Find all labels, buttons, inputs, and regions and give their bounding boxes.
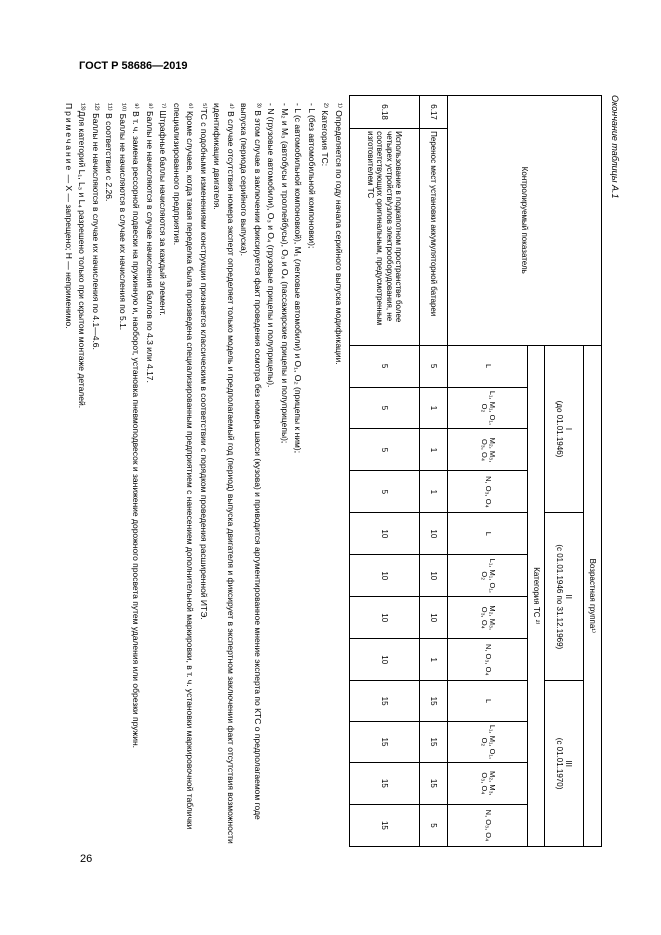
- footnote-5: ⁵⁾ТС с подобными изменениями конструкции признается классическим в соответствии с порядком проведения расширенной ИТЭ.: [199, 103, 209, 620]
- row-number: 6.17: [419, 96, 448, 129]
- footnote-2: ²⁾ Категория ТС:: [320, 103, 331, 167]
- cat-l1-m1: L₁, M₁, O₁, O₂: [448, 722, 528, 763]
- score-cell: 15: [350, 681, 420, 722]
- cat-m2-m3: M₂, M₃, O₃, O₄: [448, 597, 528, 639]
- cat-n: N, O₃, O₄: [448, 471, 528, 513]
- score-cell: 10: [350, 555, 420, 597]
- cat-l: L: [448, 513, 528, 555]
- footnote-1: ¹⁾ Определяется по году начала серийного выпуска модификации.: [334, 103, 344, 365]
- footnote-9: ⁹⁾ В т. ч. замена рессорной подвески на пружинную и, наоборот, установка пневмоподвесок и занижение дорожного просвета путем удаления или обрезки пружин.: [131, 103, 142, 749]
- score-cell: 1: [419, 429, 448, 471]
- footnote-13: ¹³⁾Для категорий L₁, L₃ и L₄ разрешено только при скрытом монтаже деталей.: [77, 103, 88, 409]
- row-text: Использование в подкапотном пространстве более четырех устройств/узлов электрооборудования, не соответствующих оригинальным, предусмотренным изготовителем ТС: [350, 129, 420, 345]
- score-cell: 5: [350, 345, 420, 387]
- cat-l: L: [448, 345, 528, 387]
- footnote-2a: - L (без автомобильной компоновки);: [307, 103, 317, 249]
- footnote-10: ¹⁰⁾ Баллы не начисляются в случае их начисления по 5.1.: [118, 103, 128, 331]
- document-header: ГОСТ Р 58686—2019: [79, 60, 188, 72]
- cat-n: N, O₃, O₄: [448, 639, 528, 681]
- score-cell: 5: [350, 429, 420, 471]
- cat-l: L: [448, 681, 528, 722]
- cat-n: N, O₃, O₄: [448, 804, 528, 846]
- age-group-header: Возрастная группа¹⁾: [583, 345, 601, 846]
- score-cell: 5: [419, 345, 448, 387]
- score-cell: 15: [350, 722, 420, 763]
- score-cell: 5: [350, 387, 420, 429]
- note-label: Примечание: [64, 103, 74, 173]
- score-cell: 10: [419, 555, 448, 597]
- footnote-2b: - L (с автомобильной компоновкой), M₁ (легковые автомобили) и O₁, O₂ (прицепы к ним);: [293, 103, 304, 454]
- score-cell: 15: [419, 722, 448, 763]
- indicator-header: Контролируемый показатель: [448, 96, 602, 346]
- footnote-12: ¹²⁾ Баллы не начисляются в случае их начисления по 4.1—4.6.: [91, 103, 101, 350]
- table-row: [350, 96, 420, 847]
- footnote-4: ⁴⁾ В случае отсутствия номера эксперт определяет только модель и предполагаемый год (период) выпуска двигателя и фиксирует в экспертном заключении факт отсутствия возможности идентификации двигателя.: [212, 103, 236, 844]
- group-header-1: I (до 01.01.1946): [544, 345, 583, 513]
- rotated-table-region: [64, 95, 620, 847]
- score-cell: 5: [350, 471, 420, 513]
- score-cell: 1: [419, 639, 448, 681]
- score-cell: 10: [419, 513, 448, 555]
- cat-m2-m3: M₂, M₃, O₃, O₄: [448, 762, 528, 804]
- footnote-2c: - M₂ и M₃ (автобусы и троллейбусы), O₃ и O₄ (пассажирские прицепы и полуприцепы);: [280, 103, 290, 444]
- note-text: — Х — запрещено; Н — неприменимо.: [64, 172, 74, 329]
- footnote-3: ³⁾ В этом случае в заключении фиксируется факт проведения осмотра без номера шасси (кузова) и приводится аргументированное мнение эксперта по КТС о предполагаемом годе выпуска (периода серийного выпуска).: [239, 103, 263, 820]
- table-row: [419, 96, 448, 847]
- cat-l1-m1: L₁, M₁, O₁, O₂: [448, 555, 528, 597]
- score-cell: 5: [419, 804, 448, 846]
- score-cell: 1: [419, 387, 448, 429]
- score-cell: 1: [419, 471, 448, 513]
- score-cell: 10: [350, 513, 420, 555]
- page-number: 26: [80, 853, 93, 865]
- score-cell: 10: [419, 597, 448, 639]
- score-cell: 10: [350, 597, 420, 639]
- footnote-2d: - N (грузовые автомобили), O₃ и O₄ (грузовые прицепы и полуприцепы).: [266, 103, 277, 388]
- cat-m2-m3: M₂, M₃, O₃, O₄: [448, 429, 528, 471]
- score-cell: 10: [350, 639, 420, 681]
- footnote-6: ⁶⁾ Кроме случаев, когда такая переделка была произведена специализированным предприятием с нанесением дополнительной маркировки, в т. ч. установки маркировочной таблички специализированного предприятия.: [172, 103, 196, 830]
- table-caption: Окончание таблицы А.1: [610, 95, 620, 199]
- footnote-8: ⁸⁾ Баллы не начисляются в случае начисления баллов по 4.3 или 4.17.: [145, 103, 155, 383]
- footnotes: [64, 95, 345, 847]
- footnote-11: ¹¹⁾ В соответствии с 2.26.: [104, 103, 115, 202]
- cat-l1-m1: L₁, M₁, O₁, O₂: [448, 387, 528, 429]
- table-note: [62, 95, 76, 847]
- requirements-table: [349, 95, 602, 847]
- group-header-3: III (с 01.01.1970): [544, 681, 583, 847]
- footnote-7: ⁷⁾ Штрафные баллы начисляются за каждый элемент.: [158, 103, 169, 316]
- row-number: 6.18: [350, 96, 420, 129]
- category-header: Категория ТС ²⁾: [528, 345, 544, 846]
- score-cell: 15: [350, 762, 420, 804]
- score-cell: 15: [419, 762, 448, 804]
- row-text: Перенос мест установки аккумуляторной батареи: [419, 129, 448, 345]
- score-cell: 15: [419, 681, 448, 722]
- score-cell: 15: [350, 804, 420, 846]
- group-header-2: II (с 01.01.1946 по 31.12.1969): [544, 513, 583, 681]
